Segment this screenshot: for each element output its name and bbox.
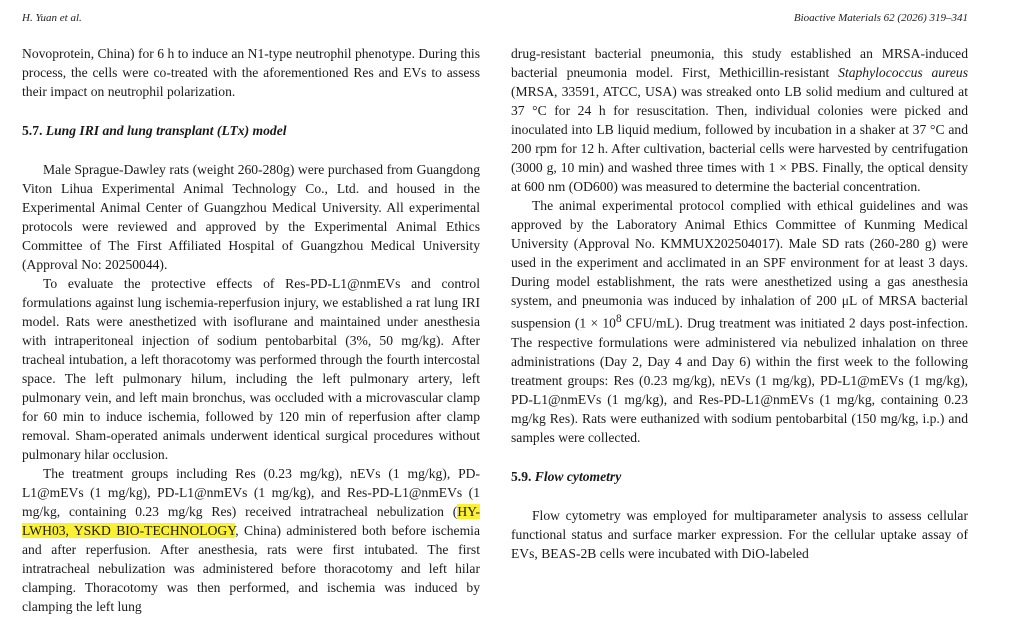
spacer (22, 101, 480, 121)
paragraph-neutrophil-continuation: Novoprotein, China) for 6 h to induce an N1-type neutrophil phenotype. During this process, the cells were co-treated with the aforementioned Res and EVs to assess their impact on neutrophil polarization. (22, 46, 480, 99)
section-title: Lung IRI and lung transplant (LTx) model (45, 123, 287, 138)
spacer (511, 447, 968, 467)
text-run: drug-resistant bacterial pneumonia, this study established an MRSA-induced bacterial pneumonia model. First, Methicillin-resistant (511, 46, 968, 80)
spacer (511, 486, 968, 506)
section-number: 5.7. (22, 123, 43, 138)
paragraph-iri-model: To evaluate the protective effects of Res-PD-L1@nmEVs and control formulations against lung ischemia-reperfusion injury, we established a rat lung IRI model. Rats were anesthetized with isoflurane and maintained under anesthesia with intraperitoneal injection of sodium pentobarbital (3%, 50 mg/kg). After tracheal intubation, a left thoracotomy was performed through the fourth intercostal space. The left pulmonary hilum, including the left pulmonary artery, left pulmonary vein, and left main bronchus, was occluded with a microvascular clamp for 60 min to induce ischemia, followed by 120 min of reperfusion after clamp removal. Sham-operated animals underwent identical surgical procedures without pulmonary hilar occlusion. (22, 276, 480, 462)
paragraph-animal-protocol (511, 196, 968, 447)
section-number: 5.9. (511, 468, 532, 484)
header-journal-citation: Bioactive Materials 62 (2026) 319–341 (793, 12, 968, 24)
right-column (511, 44, 968, 632)
text-run: CFU/mL). Drug treatment was initiated 2 days post-infection. The respective formulations were administered via nebulized inhalation on three administrations (Day 2, Day 4 and Day 6) within the first week to the following treatment groups: Res (0.23 mg/kg), nEVs (1 mg/kg), PD-L1@mEVs (1 mg/kg), PD-L1@nmEVs (1 mg/kg), and Res-PD-L1@nmEVs (1 mg/kg, containing 0.23 mg/kg Res). Rats were euthanized with sodium pentobarbital (150 mg/kg, i.p.) and samples were collected. (511, 315, 968, 445)
section-title: Flow cytometry (534, 468, 622, 484)
paragraph-flow-cytometry: Flow cytometry was employed for multiparameter analysis to assess cellular functional status and surface marker expression. For the cellular uptake assay of EVs, BEAS-2B cells were incubated with DiO-labeled (511, 507, 968, 561)
text-run: The treatment groups including Res (0.23 mg/kg), nEVs (1 mg/kg), PD-L1@mEVs (1 mg/kg), PD-L1@nmEVs (1 mg/kg), and Res-PD-L1@nmEVs (1 mg/kg, containing 0.23 mg/kg Res) received intratracheal nebulization ( (22, 466, 480, 519)
superscript-exponent: 8 (615, 313, 622, 325)
running-header (22, 12, 968, 28)
text-run: (MRSA, 33591, ATCC, USA) was streaked onto LB solid medium and cultured at 37 °C for 24 h for resuscitation. Then, individual colonies were picked and inoculated into LB liquid medium, followed by incubation in a shaker at 37 °C and 200 rpm for 12 h. After cultivation, bacterial cells were harvested by centrifugation (3000 g, 10 min) and washed three times with 1 × PBS. Finally, the optical density at 600 nm (OD600) was measured to determine the bacterial concentration. (511, 84, 968, 194)
spacer (22, 140, 480, 160)
text-run: The animal experimental protocol complied with ethical guidelines and was approved by the Laboratory Animal Ethics Committee of Kunming Medical University (Approval No. KMMUX202504017). Male SD rats (260-280 g) were used in the experiment and acclimated in an SPF environment for at least 3 days. During model establishment, the rats were anesthetized using a gas anesthesia system, and pneumonia was induced by inhalation of 200 μL of MRSA bacterial suspension (1 × 10 (511, 198, 968, 331)
paragraph-rats-housing: Male Sprague-Dawley rats (weight 260-280g) were purchased from Guangdong Viton Lihua Experimental Animal Technology Co., Ltd. and housed in the Experimental Animal Center of Guangzhou Medical University. All experimental protocols were reviewed and approved by the Experimental Animal Ethics Committee of The First Affiliated Hospital of Guangzhou Medical University (Approval No: 20250044). (22, 162, 480, 272)
paragraph-mrsa-model (511, 44, 968, 196)
section-heading-5-7 (22, 121, 480, 140)
species-name: Staphylococcus aureus (838, 65, 968, 80)
left-column (22, 44, 480, 632)
paragraph-treatment-groups (22, 464, 480, 616)
highlighted-text: HY-LWH03, YSKD BIO-TECHNOLOGY (22, 504, 480, 538)
section-heading-5-9 (511, 467, 968, 486)
header-authors: H. Yuan et al. (22, 12, 82, 24)
text-run: , China) administered both before ischemia and after reperfusion. After anesthesia, rats were first intubated. The first intratracheal nebulization was administered before thoracotomy and left hilar clamping. Thoracotomy was then performed, and ischemia was induced by clamping the left lung (22, 523, 480, 614)
